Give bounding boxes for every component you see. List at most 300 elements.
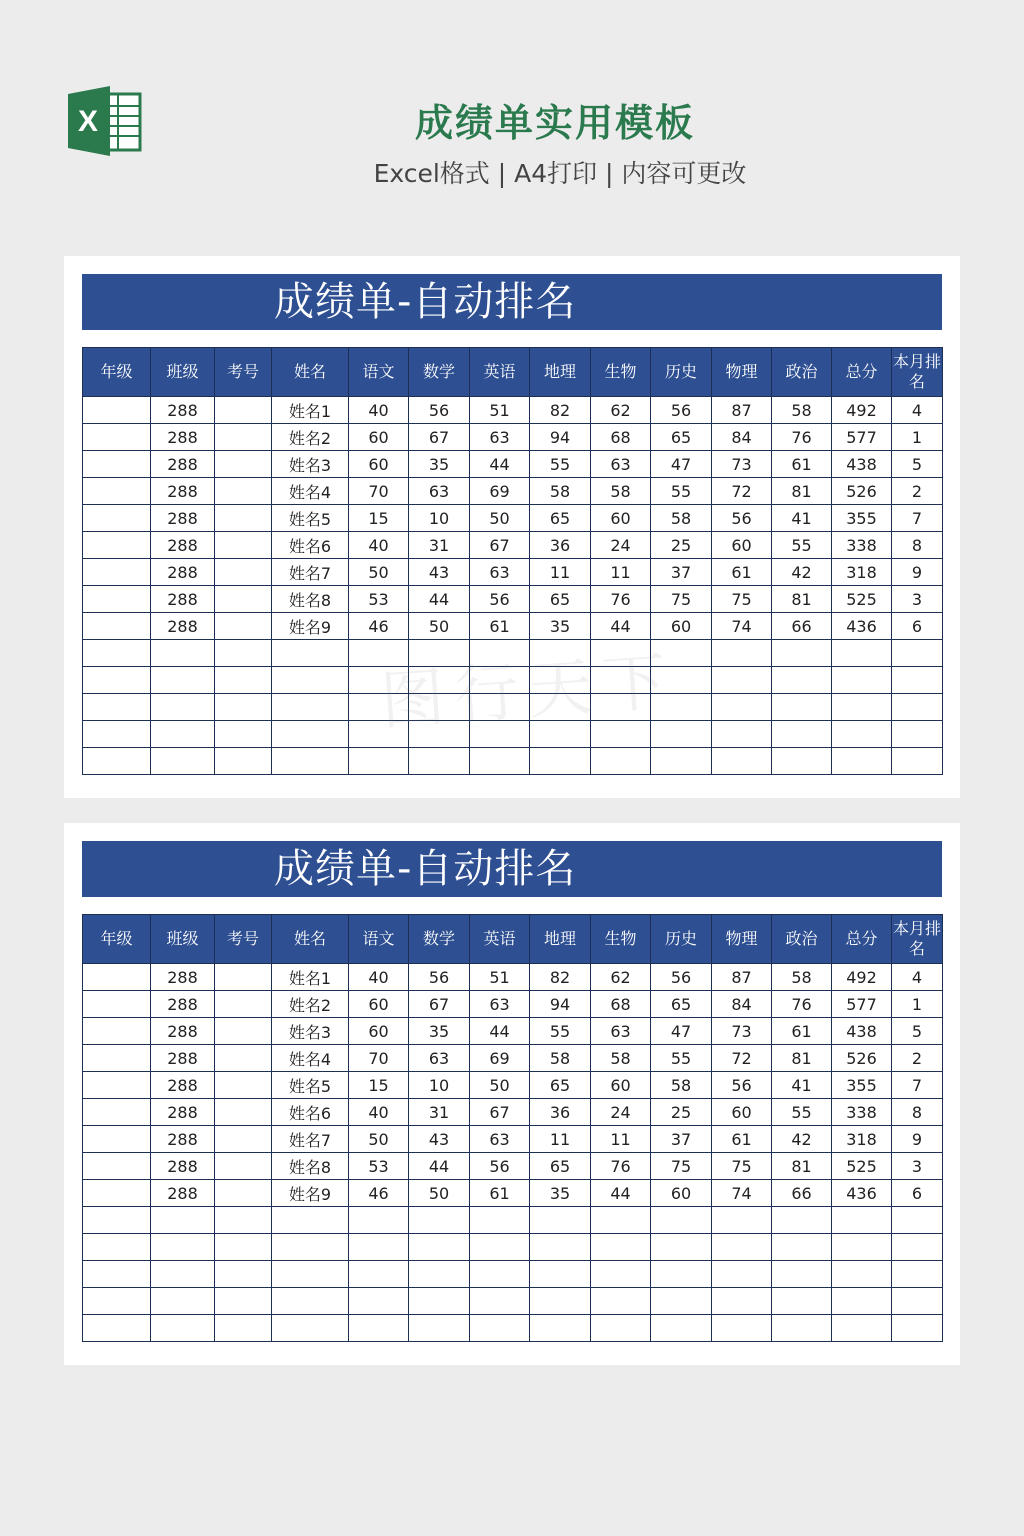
table-cell[interactable]: 姓名3 bbox=[272, 451, 349, 478]
table-cell[interactable]: 44 bbox=[409, 1153, 470, 1180]
table-cell[interactable]: 76 bbox=[772, 991, 832, 1018]
table-cell[interactable]: 67 bbox=[470, 532, 530, 559]
table-cell[interactable] bbox=[215, 586, 272, 613]
table-cell[interactable] bbox=[712, 1288, 772, 1315]
table-cell[interactable] bbox=[772, 748, 832, 775]
table-cell[interactable]: 94 bbox=[530, 991, 591, 1018]
table-cell[interactable]: 525 bbox=[832, 586, 892, 613]
table-cell[interactable]: 6 bbox=[892, 1180, 943, 1207]
table-cell[interactable]: 37 bbox=[651, 1126, 712, 1153]
table-cell[interactable] bbox=[470, 1288, 530, 1315]
table-cell[interactable]: 姓名2 bbox=[272, 424, 349, 451]
table-cell[interactable] bbox=[892, 640, 943, 667]
table-cell[interactable] bbox=[651, 748, 712, 775]
table-cell[interactable] bbox=[83, 1315, 151, 1342]
table-cell[interactable]: 姓名1 bbox=[272, 964, 349, 991]
table-cell[interactable]: 43 bbox=[409, 559, 470, 586]
table-cell[interactable] bbox=[892, 721, 943, 748]
table-cell[interactable]: 75 bbox=[712, 586, 772, 613]
table-cell[interactable]: 288 bbox=[151, 505, 215, 532]
table-cell[interactable] bbox=[651, 1315, 712, 1342]
table-cell[interactable]: 56 bbox=[712, 505, 772, 532]
table-cell[interactable]: 60 bbox=[712, 532, 772, 559]
table-cell[interactable]: 288 bbox=[151, 991, 215, 1018]
table-cell[interactable] bbox=[151, 1207, 215, 1234]
table-cell[interactable] bbox=[215, 397, 272, 424]
table-cell[interactable]: 35 bbox=[409, 451, 470, 478]
table-cell[interactable]: 47 bbox=[651, 451, 712, 478]
table-cell[interactable]: 66 bbox=[772, 613, 832, 640]
table-cell[interactable] bbox=[215, 721, 272, 748]
table-cell[interactable]: 288 bbox=[151, 613, 215, 640]
table-cell[interactable] bbox=[215, 667, 272, 694]
table-cell[interactable]: 70 bbox=[349, 478, 409, 505]
table-cell[interactable]: 7 bbox=[892, 505, 943, 532]
table-cell[interactable]: 44 bbox=[470, 451, 530, 478]
table-cell[interactable]: 55 bbox=[772, 532, 832, 559]
table-cell[interactable]: 318 bbox=[832, 559, 892, 586]
table-cell[interactable] bbox=[83, 1126, 151, 1153]
table-cell[interactable] bbox=[83, 1234, 151, 1261]
table-cell[interactable]: 61 bbox=[772, 1018, 832, 1045]
table-cell[interactable] bbox=[215, 1126, 272, 1153]
table-cell[interactable] bbox=[215, 1072, 272, 1099]
table-cell[interactable]: 60 bbox=[349, 991, 409, 1018]
table-cell[interactable] bbox=[892, 667, 943, 694]
table-cell[interactable] bbox=[83, 532, 151, 559]
table-cell[interactable]: 41 bbox=[772, 505, 832, 532]
table-cell[interactable] bbox=[892, 694, 943, 721]
table-cell[interactable]: 288 bbox=[151, 478, 215, 505]
table-cell[interactable] bbox=[409, 748, 470, 775]
table-cell[interactable]: 63 bbox=[470, 424, 530, 451]
table-cell[interactable]: 60 bbox=[349, 1018, 409, 1045]
table-cell[interactable]: 75 bbox=[651, 1153, 712, 1180]
table-cell[interactable]: 50 bbox=[470, 1072, 530, 1099]
table-cell[interactable]: 58 bbox=[591, 478, 651, 505]
table-cell[interactable] bbox=[272, 1261, 349, 1288]
table-cell[interactable]: 44 bbox=[409, 586, 470, 613]
table-cell[interactable]: 74 bbox=[712, 613, 772, 640]
table-cell[interactable] bbox=[215, 748, 272, 775]
table-cell[interactable] bbox=[83, 397, 151, 424]
table-cell[interactable]: 姓名7 bbox=[272, 1126, 349, 1153]
table-cell[interactable] bbox=[272, 667, 349, 694]
table-cell[interactable]: 3 bbox=[892, 586, 943, 613]
table-cell[interactable]: 41 bbox=[772, 1072, 832, 1099]
table-cell[interactable]: 44 bbox=[470, 1018, 530, 1045]
table-cell[interactable]: 42 bbox=[772, 1126, 832, 1153]
table-cell[interactable]: 58 bbox=[530, 478, 591, 505]
table-cell[interactable]: 姓名8 bbox=[272, 1153, 349, 1180]
table-cell[interactable]: 姓名2 bbox=[272, 991, 349, 1018]
table-cell[interactable] bbox=[712, 667, 772, 694]
table-cell[interactable]: 4 bbox=[892, 964, 943, 991]
table-cell[interactable]: 72 bbox=[712, 478, 772, 505]
table-cell[interactable]: 姓名9 bbox=[272, 1180, 349, 1207]
table-cell[interactable]: 2 bbox=[892, 1045, 943, 1072]
table-cell[interactable]: 355 bbox=[832, 1072, 892, 1099]
table-cell[interactable] bbox=[651, 1261, 712, 1288]
table-cell[interactable] bbox=[83, 613, 151, 640]
table-cell[interactable] bbox=[215, 640, 272, 667]
table-cell[interactable]: 9 bbox=[892, 1126, 943, 1153]
table-cell[interactable] bbox=[651, 1288, 712, 1315]
table-cell[interactable] bbox=[272, 721, 349, 748]
table-cell[interactable]: 5 bbox=[892, 1018, 943, 1045]
table-cell[interactable]: 288 bbox=[151, 451, 215, 478]
table-cell[interactable] bbox=[349, 1234, 409, 1261]
table-cell[interactable]: 56 bbox=[470, 586, 530, 613]
table-cell[interactable]: 2 bbox=[892, 478, 943, 505]
table-cell[interactable]: 55 bbox=[530, 1018, 591, 1045]
table-cell[interactable] bbox=[151, 694, 215, 721]
table-cell[interactable]: 58 bbox=[530, 1045, 591, 1072]
table-cell[interactable] bbox=[151, 1234, 215, 1261]
table-cell[interactable]: 姓名9 bbox=[272, 613, 349, 640]
table-cell[interactable]: 288 bbox=[151, 1072, 215, 1099]
table-cell[interactable]: 61 bbox=[712, 559, 772, 586]
table-cell[interactable]: 31 bbox=[409, 1099, 470, 1126]
table-cell[interactable] bbox=[151, 721, 215, 748]
table-cell[interactable] bbox=[832, 1261, 892, 1288]
table-cell[interactable] bbox=[772, 1261, 832, 1288]
table-cell[interactable]: 55 bbox=[651, 478, 712, 505]
table-cell[interactable]: 43 bbox=[409, 1126, 470, 1153]
table-cell[interactable] bbox=[712, 1261, 772, 1288]
table-cell[interactable]: 338 bbox=[832, 532, 892, 559]
table-cell[interactable]: 6 bbox=[892, 613, 943, 640]
table-cell[interactable] bbox=[215, 559, 272, 586]
table-cell[interactable] bbox=[530, 1261, 591, 1288]
table-cell[interactable] bbox=[651, 721, 712, 748]
table-cell[interactable] bbox=[832, 667, 892, 694]
table-cell[interactable] bbox=[591, 1234, 651, 1261]
table-cell[interactable] bbox=[215, 505, 272, 532]
table-cell[interactable] bbox=[83, 559, 151, 586]
table-cell[interactable]: 436 bbox=[832, 1180, 892, 1207]
table-cell[interactable] bbox=[215, 1288, 272, 1315]
table-cell[interactable]: 24 bbox=[591, 1099, 651, 1126]
table-cell[interactable] bbox=[215, 1234, 272, 1261]
table-cell[interactable]: 56 bbox=[651, 397, 712, 424]
table-cell[interactable] bbox=[470, 1207, 530, 1234]
table-cell[interactable]: 56 bbox=[409, 964, 470, 991]
table-cell[interactable] bbox=[272, 1315, 349, 1342]
table-cell[interactable]: 288 bbox=[151, 1045, 215, 1072]
table-cell[interactable]: 69 bbox=[470, 478, 530, 505]
table-cell[interactable] bbox=[832, 1234, 892, 1261]
table-cell[interactable]: 63 bbox=[409, 478, 470, 505]
table-cell[interactable]: 61 bbox=[470, 1180, 530, 1207]
table-cell[interactable]: 73 bbox=[712, 1018, 772, 1045]
table-cell[interactable] bbox=[215, 1207, 272, 1234]
table-cell[interactable]: 60 bbox=[712, 1099, 772, 1126]
table-cell[interactable] bbox=[83, 1072, 151, 1099]
table-cell[interactable] bbox=[83, 694, 151, 721]
table-cell[interactable]: 87 bbox=[712, 964, 772, 991]
table-cell[interactable] bbox=[832, 1207, 892, 1234]
table-cell[interactable] bbox=[215, 991, 272, 1018]
table-cell[interactable] bbox=[591, 1315, 651, 1342]
table-cell[interactable] bbox=[892, 748, 943, 775]
table-cell[interactable]: 288 bbox=[151, 1018, 215, 1045]
table-cell[interactable]: 76 bbox=[772, 424, 832, 451]
table-cell[interactable]: 67 bbox=[409, 991, 470, 1018]
table-cell[interactable]: 50 bbox=[349, 559, 409, 586]
table-cell[interactable]: 44 bbox=[591, 613, 651, 640]
table-cell[interactable] bbox=[272, 1288, 349, 1315]
table-cell[interactable]: 35 bbox=[530, 613, 591, 640]
table-cell[interactable]: 36 bbox=[530, 1099, 591, 1126]
table-cell[interactable] bbox=[772, 694, 832, 721]
table-cell[interactable]: 81 bbox=[772, 586, 832, 613]
table-cell[interactable]: 438 bbox=[832, 1018, 892, 1045]
table-cell[interactable] bbox=[712, 721, 772, 748]
table-cell[interactable] bbox=[349, 1288, 409, 1315]
table-cell[interactable] bbox=[272, 748, 349, 775]
table-cell[interactable] bbox=[530, 1288, 591, 1315]
table-cell[interactable]: 40 bbox=[349, 1099, 409, 1126]
table-cell[interactable] bbox=[83, 505, 151, 532]
table-cell[interactable]: 50 bbox=[470, 505, 530, 532]
table-cell[interactable]: 65 bbox=[530, 1072, 591, 1099]
table-cell[interactable]: 63 bbox=[591, 1018, 651, 1045]
table-cell[interactable]: 7 bbox=[892, 1072, 943, 1099]
table-cell[interactable] bbox=[151, 1261, 215, 1288]
table-cell[interactable] bbox=[215, 532, 272, 559]
table-cell[interactable]: 46 bbox=[349, 1180, 409, 1207]
table-cell[interactable]: 46 bbox=[349, 613, 409, 640]
table-cell[interactable] bbox=[215, 1018, 272, 1045]
table-cell[interactable] bbox=[591, 1207, 651, 1234]
table-cell[interactable] bbox=[712, 640, 772, 667]
table-cell[interactable] bbox=[215, 694, 272, 721]
table-cell[interactable] bbox=[83, 640, 151, 667]
table-cell[interactable] bbox=[772, 1315, 832, 1342]
table-cell[interactable]: 47 bbox=[651, 1018, 712, 1045]
table-cell[interactable]: 288 bbox=[151, 586, 215, 613]
table-cell[interactable]: 40 bbox=[349, 964, 409, 991]
table-cell[interactable] bbox=[530, 1207, 591, 1234]
table-cell[interactable] bbox=[215, 1180, 272, 1207]
table-cell[interactable]: 1 bbox=[892, 991, 943, 1018]
table-cell[interactable]: 355 bbox=[832, 505, 892, 532]
table-cell[interactable]: 63 bbox=[470, 991, 530, 1018]
table-cell[interactable]: 44 bbox=[591, 1180, 651, 1207]
table-cell[interactable]: 63 bbox=[470, 559, 530, 586]
table-cell[interactable]: 24 bbox=[591, 532, 651, 559]
table-cell[interactable]: 526 bbox=[832, 478, 892, 505]
table-cell[interactable]: 72 bbox=[712, 1045, 772, 1072]
table-cell[interactable] bbox=[409, 1234, 470, 1261]
table-cell[interactable]: 338 bbox=[832, 1099, 892, 1126]
table-cell[interactable] bbox=[272, 1207, 349, 1234]
table-cell[interactable] bbox=[832, 640, 892, 667]
table-cell[interactable] bbox=[892, 1207, 943, 1234]
table-cell[interactable] bbox=[215, 1099, 272, 1126]
table-cell[interactable]: 51 bbox=[470, 397, 530, 424]
table-cell[interactable]: 姓名4 bbox=[272, 478, 349, 505]
table-cell[interactable] bbox=[832, 721, 892, 748]
table-cell[interactable] bbox=[832, 694, 892, 721]
table-cell[interactable]: 318 bbox=[832, 1126, 892, 1153]
table-cell[interactable]: 577 bbox=[832, 424, 892, 451]
table-cell[interactable] bbox=[151, 667, 215, 694]
table-cell[interactable] bbox=[832, 748, 892, 775]
table-cell[interactable] bbox=[83, 1180, 151, 1207]
table-cell[interactable] bbox=[83, 667, 151, 694]
table-cell[interactable]: 65 bbox=[530, 1153, 591, 1180]
table-cell[interactable] bbox=[591, 1288, 651, 1315]
table-cell[interactable]: 15 bbox=[349, 1072, 409, 1099]
table-cell[interactable] bbox=[83, 721, 151, 748]
table-cell[interactable]: 288 bbox=[151, 1126, 215, 1153]
table-cell[interactable] bbox=[530, 1234, 591, 1261]
table-cell[interactable]: 37 bbox=[651, 559, 712, 586]
table-cell[interactable]: 56 bbox=[409, 397, 470, 424]
table-cell[interactable]: 50 bbox=[349, 1126, 409, 1153]
table-cell[interactable]: 56 bbox=[470, 1153, 530, 1180]
table-cell[interactable] bbox=[83, 586, 151, 613]
table-cell[interactable] bbox=[712, 694, 772, 721]
table-cell[interactable]: 66 bbox=[772, 1180, 832, 1207]
table-cell[interactable] bbox=[470, 1315, 530, 1342]
table-cell[interactable]: 50 bbox=[409, 1180, 470, 1207]
table-cell[interactable]: 62 bbox=[591, 964, 651, 991]
table-cell[interactable] bbox=[83, 1261, 151, 1288]
table-cell[interactable] bbox=[530, 748, 591, 775]
table-cell[interactable] bbox=[712, 1315, 772, 1342]
table-cell[interactable] bbox=[83, 1207, 151, 1234]
table-cell[interactable]: 81 bbox=[772, 1045, 832, 1072]
table-cell[interactable] bbox=[215, 1153, 272, 1180]
table-cell[interactable] bbox=[530, 1315, 591, 1342]
table-cell[interactable]: 姓名5 bbox=[272, 1072, 349, 1099]
table-cell[interactable]: 436 bbox=[832, 613, 892, 640]
table-cell[interactable]: 35 bbox=[409, 1018, 470, 1045]
table-cell[interactable]: 288 bbox=[151, 397, 215, 424]
table-cell[interactable]: 8 bbox=[892, 532, 943, 559]
table-cell[interactable] bbox=[272, 640, 349, 667]
table-cell[interactable] bbox=[772, 1207, 832, 1234]
table-cell[interactable] bbox=[772, 721, 832, 748]
table-cell[interactable]: 69 bbox=[470, 1045, 530, 1072]
table-cell[interactable] bbox=[215, 451, 272, 478]
table-cell[interactable]: 姓名4 bbox=[272, 1045, 349, 1072]
table-cell[interactable]: 60 bbox=[591, 505, 651, 532]
table-cell[interactable] bbox=[83, 1018, 151, 1045]
table-cell[interactable]: 11 bbox=[530, 1126, 591, 1153]
table-cell[interactable]: 288 bbox=[151, 559, 215, 586]
table-cell[interactable]: 68 bbox=[591, 991, 651, 1018]
table-cell[interactable]: 姓名1 bbox=[272, 397, 349, 424]
table-cell[interactable] bbox=[470, 1261, 530, 1288]
table-cell[interactable] bbox=[591, 748, 651, 775]
table-cell[interactable]: 61 bbox=[470, 613, 530, 640]
table-cell[interactable]: 60 bbox=[591, 1072, 651, 1099]
table-cell[interactable]: 53 bbox=[349, 586, 409, 613]
table-cell[interactable]: 姓名8 bbox=[272, 586, 349, 613]
table-cell[interactable]: 11 bbox=[591, 1126, 651, 1153]
table-cell[interactable]: 50 bbox=[409, 613, 470, 640]
table-cell[interactable] bbox=[409, 1288, 470, 1315]
table-cell[interactable]: 3 bbox=[892, 1153, 943, 1180]
table-cell[interactable]: 438 bbox=[832, 451, 892, 478]
table-cell[interactable]: 姓名3 bbox=[272, 1018, 349, 1045]
table-cell[interactable] bbox=[892, 1315, 943, 1342]
table-cell[interactable]: 10 bbox=[409, 505, 470, 532]
table-cell[interactable]: 94 bbox=[530, 424, 591, 451]
table-cell[interactable] bbox=[470, 748, 530, 775]
table-cell[interactable]: 8 bbox=[892, 1099, 943, 1126]
table-cell[interactable]: 525 bbox=[832, 1153, 892, 1180]
table-cell[interactable]: 577 bbox=[832, 991, 892, 1018]
table-cell[interactable]: 25 bbox=[651, 532, 712, 559]
table-cell[interactable]: 63 bbox=[409, 1045, 470, 1072]
table-cell[interactable]: 65 bbox=[651, 424, 712, 451]
table-cell[interactable]: 4 bbox=[892, 397, 943, 424]
table-cell[interactable]: 75 bbox=[712, 1153, 772, 1180]
table-cell[interactable]: 288 bbox=[151, 532, 215, 559]
table-cell[interactable] bbox=[409, 1207, 470, 1234]
table-cell[interactable]: 58 bbox=[591, 1045, 651, 1072]
table-cell[interactable]: 55 bbox=[530, 451, 591, 478]
table-cell[interactable] bbox=[892, 1261, 943, 1288]
table-cell[interactable] bbox=[83, 1288, 151, 1315]
table-cell[interactable] bbox=[151, 748, 215, 775]
table-cell[interactable] bbox=[712, 748, 772, 775]
table-cell[interactable] bbox=[349, 748, 409, 775]
table-cell[interactable] bbox=[409, 1261, 470, 1288]
table-cell[interactable]: 492 bbox=[832, 964, 892, 991]
table-cell[interactable] bbox=[83, 748, 151, 775]
table-cell[interactable]: 53 bbox=[349, 1153, 409, 1180]
table-cell[interactable] bbox=[83, 964, 151, 991]
table-cell[interactable]: 1 bbox=[892, 424, 943, 451]
table-cell[interactable]: 55 bbox=[772, 1099, 832, 1126]
table-cell[interactable]: 60 bbox=[651, 613, 712, 640]
table-cell[interactable] bbox=[409, 1315, 470, 1342]
table-cell[interactable]: 76 bbox=[591, 586, 651, 613]
table-cell[interactable] bbox=[83, 451, 151, 478]
table-cell[interactable] bbox=[349, 1207, 409, 1234]
table-cell[interactable]: 84 bbox=[712, 991, 772, 1018]
table-cell[interactable] bbox=[651, 1234, 712, 1261]
table-cell[interactable] bbox=[83, 478, 151, 505]
table-cell[interactable]: 40 bbox=[349, 532, 409, 559]
table-cell[interactable]: 65 bbox=[530, 586, 591, 613]
table-cell[interactable]: 67 bbox=[470, 1099, 530, 1126]
table-cell[interactable]: 87 bbox=[712, 397, 772, 424]
table-cell[interactable]: 61 bbox=[712, 1126, 772, 1153]
table-cell[interactable] bbox=[272, 694, 349, 721]
table-cell[interactable]: 姓名6 bbox=[272, 1099, 349, 1126]
table-cell[interactable] bbox=[892, 1234, 943, 1261]
table-cell[interactable]: 63 bbox=[470, 1126, 530, 1153]
table-cell[interactable]: 40 bbox=[349, 397, 409, 424]
table-cell[interactable]: 526 bbox=[832, 1045, 892, 1072]
table-cell[interactable]: 58 bbox=[651, 1072, 712, 1099]
table-cell[interactable]: 288 bbox=[151, 1153, 215, 1180]
table-cell[interactable] bbox=[832, 1315, 892, 1342]
table-cell[interactable] bbox=[772, 1288, 832, 1315]
table-cell[interactable] bbox=[772, 1234, 832, 1261]
table-cell[interactable]: 82 bbox=[530, 397, 591, 424]
table-cell[interactable]: 10 bbox=[409, 1072, 470, 1099]
table-cell[interactable] bbox=[151, 1315, 215, 1342]
table-cell[interactable]: 73 bbox=[712, 451, 772, 478]
